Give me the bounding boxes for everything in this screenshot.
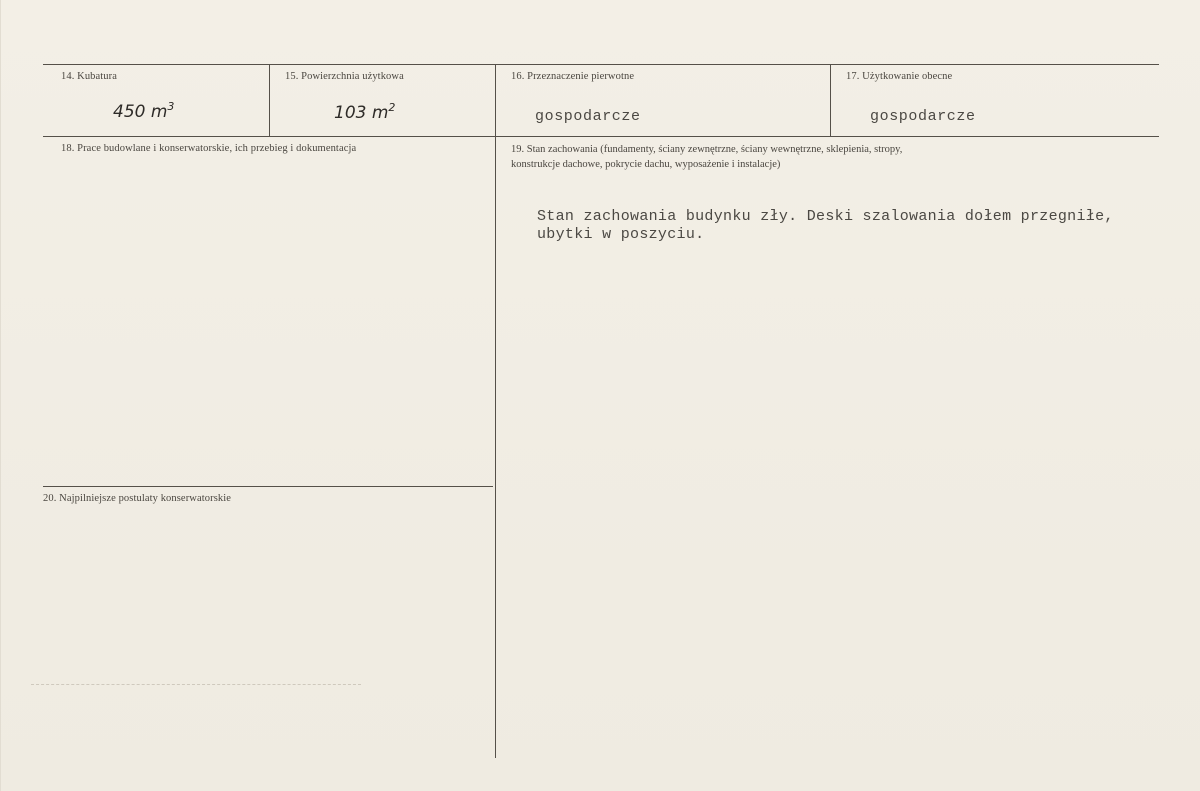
top-rule (43, 64, 1159, 65)
field-18-label: 18. Prace budowlane i konserwatorskie, ich przebieg i dokumentacja (61, 143, 357, 154)
field-14-value (113, 100, 174, 122)
field-15-label: 15. Powierzchnia użytkowa (285, 71, 404, 82)
faint-line (31, 684, 361, 685)
field-19-label-line2: konstrukcje dachowe, pokrycie dachu, wyposażenie i instalacje) (511, 159, 781, 170)
field-19-text (537, 208, 1114, 244)
field-16-value: gospodarcze (535, 108, 641, 125)
field-14-exponent: 3 (167, 100, 175, 113)
field-20-label: 20. Najpilniejsze postulaty konserwatorskie (43, 493, 232, 504)
divider-16-17 (830, 64, 831, 136)
field-15-unit: m (371, 103, 389, 123)
field-19-text-line2: ubytki w poszyciu. (537, 226, 705, 243)
field-14-number: 450 (113, 102, 146, 122)
field-19-text-line1: Stan zachowania budynku zły. Deski szalowania dołem przegniłe, (537, 208, 1114, 225)
field-19-label-line1: 19. Stan zachowania (fundamenty, ściany zewnętrzne, ściany wewnętrzne, sklepienia, stropy, (511, 144, 903, 155)
field-16-label: 16. Przeznaczenie pierwotne (511, 71, 635, 82)
field-14-unit: m (150, 102, 168, 122)
field-14-label: 14. Kubatura (61, 71, 118, 82)
divider-14-15 (269, 64, 270, 136)
divider-main (495, 64, 496, 758)
field-18-20-divider (43, 486, 493, 487)
field-15-exponent: 2 (388, 101, 396, 114)
field-15-value (334, 101, 395, 123)
field-15-number: 103 (334, 103, 367, 123)
field-17-label: 17. Użytkowanie obecne (846, 71, 953, 82)
field-19-label (511, 142, 902, 172)
row-divider (43, 136, 1159, 137)
field-17-value: gospodarcze (870, 108, 976, 125)
